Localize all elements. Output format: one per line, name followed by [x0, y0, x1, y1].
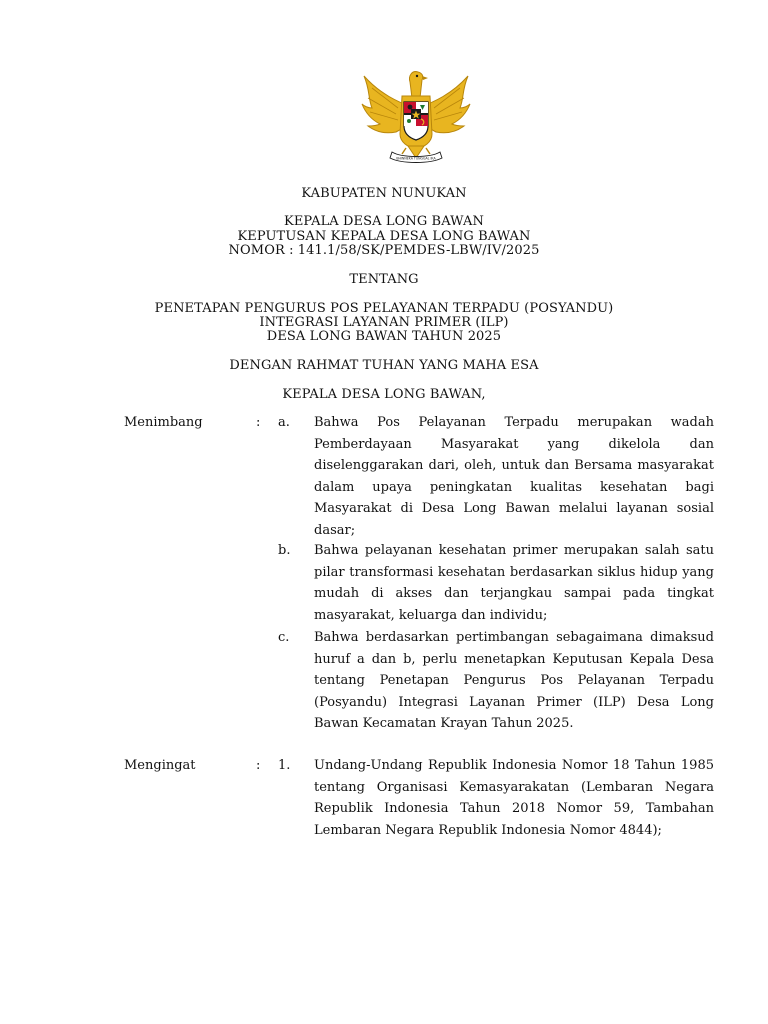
about-heading: TENTANG — [349, 272, 419, 287]
menimbang-marker-c: c. — [278, 630, 290, 645]
decree-title: KEPUTUSAN KEPALA DESA LONG BAWAN — [237, 229, 531, 244]
menimbang-label: Menimbang — [124, 415, 203, 430]
mengingat-text-1: Undang-Undang Republik Indonesia Nomor 18 Tahun 1985 tentang Organisasi Kemasyarakatan (Lembaran Negara Republik Indonesia Tahun 2018 Nomor 59, Tambahan Lembaran Negara Republik Indonesia Nomor 4844); — [314, 758, 714, 838]
menimbang-text-b: Bahwa pelayanan kesehatan primer merupakan salah satu pilar transformasi kesehatan berdasarkan siklus hidup yang mudah di akses dan terjangkau sampai pada tingkat masyarakat, keluarga dan individu; — [314, 543, 714, 623]
regency-title: KABUPATEN NUNUKAN — [301, 186, 467, 201]
menimbang-colon: : — [256, 415, 261, 430]
subject-line-1: PENETAPAN PENGURUS POS PELAYANAN TERPADU (POSYANDU) — [154, 301, 614, 316]
authority-line: KEPALA DESA LONG BAWAN, — [282, 387, 486, 402]
garuda-emblem-icon — [358, 68, 474, 164]
menimbang-text-a: Bahwa Pos Pelayanan Terpadu merupakan wadah Pemberdayaan Masyarakat yang dikelola dan diselenggarakan dari, oleh, untuk dan Bersama masyarakat dalam upaya peningkatan kualitas kesehatan bagi Masyarakat di Desa Long Bawan melalui layanan sosial dasar; — [314, 415, 714, 538]
subject-line-2: INTEGRASI LAYANAN PRIMER (ILP) — [259, 315, 509, 330]
official-title: KEPALA DESA LONG BAWAN — [284, 214, 484, 229]
mengingat-colon: : — [256, 758, 261, 773]
mengingat-marker-1: 1. — [278, 758, 291, 773]
menimbang-marker-b: b. — [278, 543, 291, 558]
motto-text: BHINNEKA TUNGGAL IKA — [396, 156, 436, 161]
decree-number: NOMOR : 141.1/58/SK/PEMDES-LBW/IV/2025 — [228, 243, 540, 258]
subject-line-3: DESA LONG BAWAN TAHUN 2025 — [266, 329, 502, 344]
menimbang-marker-a: a. — [278, 415, 290, 430]
invocation: DENGAN RAHMAT TUHAN YANG MAHA ESA — [229, 358, 539, 373]
menimbang-text-c: Bahwa berdasarkan pertimbangan sebagaimana dimaksud huruf a dan b, perlu menetapkan Keputusan Kepala Desa tentang Penetapan Pengurus Pos Pelayanan Terpadu (Posyandu) Integrasi Layanan Primer (ILP) Desa Long Bawan Kecamatan Krayan Tahun 2025. — [314, 630, 714, 732]
mengingat-label: Mengingat — [124, 758, 196, 773]
